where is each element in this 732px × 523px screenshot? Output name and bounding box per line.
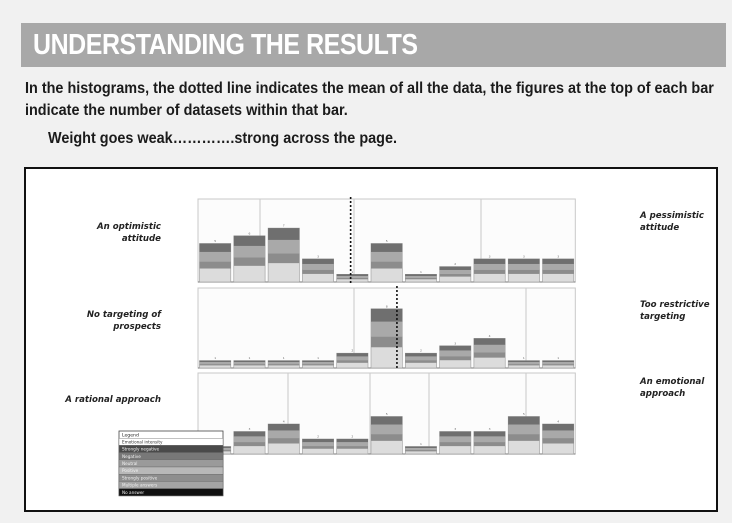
bar-count-label: 1 — [557, 356, 560, 361]
bar-count-label: 1 — [282, 356, 285, 361]
bar-segment — [234, 236, 265, 246]
right-label-1: A pessimistic — [640, 211, 704, 221]
bar-segment — [440, 346, 471, 351]
bar-segment — [543, 361, 574, 363]
bar-count-label: 3 — [454, 427, 457, 431]
bar-segment — [405, 274, 436, 276]
right-label-2: Too restrictive — [640, 300, 710, 310]
legend-item-label: Strongly negative — [122, 446, 160, 452]
bar-segment — [508, 417, 539, 425]
legend-title: Legend — [122, 433, 139, 439]
bar-segment — [268, 438, 299, 443]
bar-count-label: 2 — [351, 348, 354, 353]
bar-count-label: 3 — [488, 427, 491, 431]
bar-segment — [337, 446, 368, 449]
bar-segment — [371, 425, 402, 434]
bar-count-label: 2 — [419, 348, 422, 353]
left-label-1: attitude — [121, 234, 161, 244]
bar-segment — [474, 270, 505, 274]
legend-item-label: No answer — [122, 489, 145, 495]
bar-segment — [474, 436, 505, 442]
legend-item-label: Neutral — [122, 461, 138, 466]
bar-segment — [508, 361, 539, 363]
bar-count-label: 2 — [317, 434, 320, 439]
right-label-2: targeting — [640, 312, 686, 322]
legend-item-label: Positive — [122, 468, 139, 474]
bar-count-label: 6 — [248, 231, 251, 236]
bar-count-label: 3 — [557, 254, 560, 259]
bar-segment — [302, 259, 333, 264]
bar-count-label: 1 — [248, 356, 251, 361]
bar-segment — [508, 259, 539, 264]
bar-segment — [337, 276, 368, 278]
right-label-1: attitude — [640, 223, 680, 233]
bar-segment — [371, 417, 402, 425]
bar-segment — [268, 253, 299, 263]
bar-segment — [405, 360, 436, 363]
bar-count-label: 5 — [385, 412, 388, 416]
bar-segment — [543, 259, 574, 264]
bar-count-label: 5 — [522, 412, 525, 416]
bar-segment — [234, 362, 265, 364]
histogram-figure — [24, 167, 718, 512]
bar-segment — [405, 447, 436, 449]
bar-segment — [268, 361, 299, 363]
bar-count-label: 3 — [488, 254, 491, 259]
bar-count-label: 3 — [317, 254, 320, 259]
header-band — [21, 23, 726, 67]
bar-count-label: 7 — [282, 223, 285, 228]
intro-text-block — [25, 78, 725, 122]
bar-segment — [440, 351, 471, 357]
bar-segment — [302, 439, 333, 442]
bar-segment — [543, 424, 574, 431]
bar-segment — [302, 446, 333, 449]
left-label-1: An optimistic — [96, 222, 161, 232]
bar-segment — [302, 362, 333, 364]
bar-segment — [508, 434, 539, 441]
bar-segment — [337, 274, 368, 276]
intro-paragraph: In the histograms, the dotted line indicates the mean of all the data, the figures at the top of each bar indicate the number of datasets within that bar. — [25, 80, 714, 119]
left-label-3: A rational approach — [65, 395, 161, 405]
right-label-3: An emotional — [640, 377, 705, 387]
bar-segment — [508, 364, 539, 365]
bar-segment — [302, 442, 333, 446]
bar-segment — [268, 431, 299, 439]
legend-item-label: Strongly positive — [122, 475, 158, 481]
bar-segment — [371, 262, 402, 269]
bar-count-label: 1 — [419, 269, 422, 274]
bar-count-label: 4 — [282, 419, 285, 424]
bar-segment — [474, 259, 505, 264]
bar-segment — [405, 278, 436, 279]
bar-count-label: 1 — [419, 442, 422, 446]
bar-count-label: 1 — [317, 356, 320, 361]
bar-segment — [543, 438, 574, 443]
bar-segment — [268, 424, 299, 431]
page-title: UNDERSTANDING THE RESULTS — [33, 29, 418, 61]
bar-segment — [302, 361, 333, 363]
bar-count-label: 2 — [351, 434, 354, 439]
bar-segment — [474, 264, 505, 270]
bar-segment — [234, 442, 265, 446]
bar-segment — [508, 270, 539, 274]
bar-segment — [508, 362, 539, 364]
bar-segment — [371, 252, 402, 262]
bar-count-label: 5 — [214, 239, 217, 243]
bar-segment — [474, 442, 505, 446]
bar-segment — [474, 432, 505, 437]
bar-segment — [508, 425, 539, 434]
bar-segment — [440, 274, 471, 277]
bar-count-label: 2 — [454, 262, 457, 267]
bar-segment — [440, 436, 471, 442]
bar-count-label: 3 — [454, 341, 457, 346]
left-label-2: No targeting of — [86, 310, 161, 320]
bar-segment — [234, 258, 265, 266]
bar-segment — [200, 262, 231, 269]
bar-segment — [200, 362, 231, 364]
bar-segment — [234, 432, 265, 437]
histogram-chart — [26, 169, 716, 510]
bar-segment — [268, 362, 299, 364]
bar-count-label: 4 — [557, 419, 560, 424]
bar-segment — [302, 270, 333, 274]
bar-segment — [543, 264, 574, 270]
bar-segment — [440, 432, 471, 437]
bar-segment — [234, 364, 265, 365]
bar-segment — [405, 276, 436, 278]
bar-segment — [268, 228, 299, 240]
legend-item-label: Emotional intensity — [122, 439, 163, 445]
bar-segment — [337, 278, 368, 279]
bar-segment — [543, 431, 574, 439]
bar-segment — [543, 364, 574, 365]
bar-segment — [302, 264, 333, 270]
bar-count-label: 3 — [248, 427, 251, 431]
bar-segment — [337, 442, 368, 446]
legend-item-label: Negative — [122, 453, 141, 459]
bar-segment — [405, 353, 436, 356]
bar-segment — [337, 360, 368, 363]
bar-segment — [474, 338, 505, 345]
bar-segment — [440, 442, 471, 446]
bar-segment — [508, 264, 539, 270]
legend-item-label: Multiple answers — [122, 482, 158, 488]
bar-segment — [234, 436, 265, 442]
bar-count-label: 5 — [385, 239, 388, 243]
bar-count-label: 4 — [488, 333, 491, 338]
bar-segment — [371, 434, 402, 441]
bar-segment — [474, 345, 505, 352]
bar-segment — [337, 353, 368, 356]
bar-count-label: 3 — [522, 254, 525, 259]
bar-segment — [440, 356, 471, 360]
bar-segment — [543, 270, 574, 274]
bar-segment — [200, 244, 231, 252]
right-label-3: approach — [640, 389, 686, 399]
weight-direction-note: Weight goes weak………….strong across the page. — [48, 130, 397, 147]
bar-segment — [268, 240, 299, 253]
bar-count-label: 1 — [351, 269, 354, 274]
left-label-2: prospects — [113, 322, 161, 332]
bar-segment — [302, 364, 333, 365]
bar-segment — [337, 356, 368, 360]
bar-segment — [440, 270, 471, 274]
bar-count-label: 1 — [522, 356, 525, 361]
bar-segment — [440, 267, 471, 270]
bar-segment — [405, 356, 436, 360]
bar-count-label: 1 — [214, 356, 217, 361]
bar-segment — [371, 244, 402, 252]
bar-segment — [234, 361, 265, 363]
bar-segment — [200, 252, 231, 262]
bar-segment — [200, 361, 231, 363]
bar-count-label: 8 — [385, 304, 388, 309]
bar-segment — [268, 364, 299, 365]
bar-segment — [234, 246, 265, 258]
bar-segment — [474, 352, 505, 357]
bar-segment — [337, 439, 368, 442]
bar-segment — [200, 364, 231, 365]
bar-segment — [405, 448, 436, 450]
bar-segment — [543, 362, 574, 364]
bar-segment — [405, 450, 436, 451]
